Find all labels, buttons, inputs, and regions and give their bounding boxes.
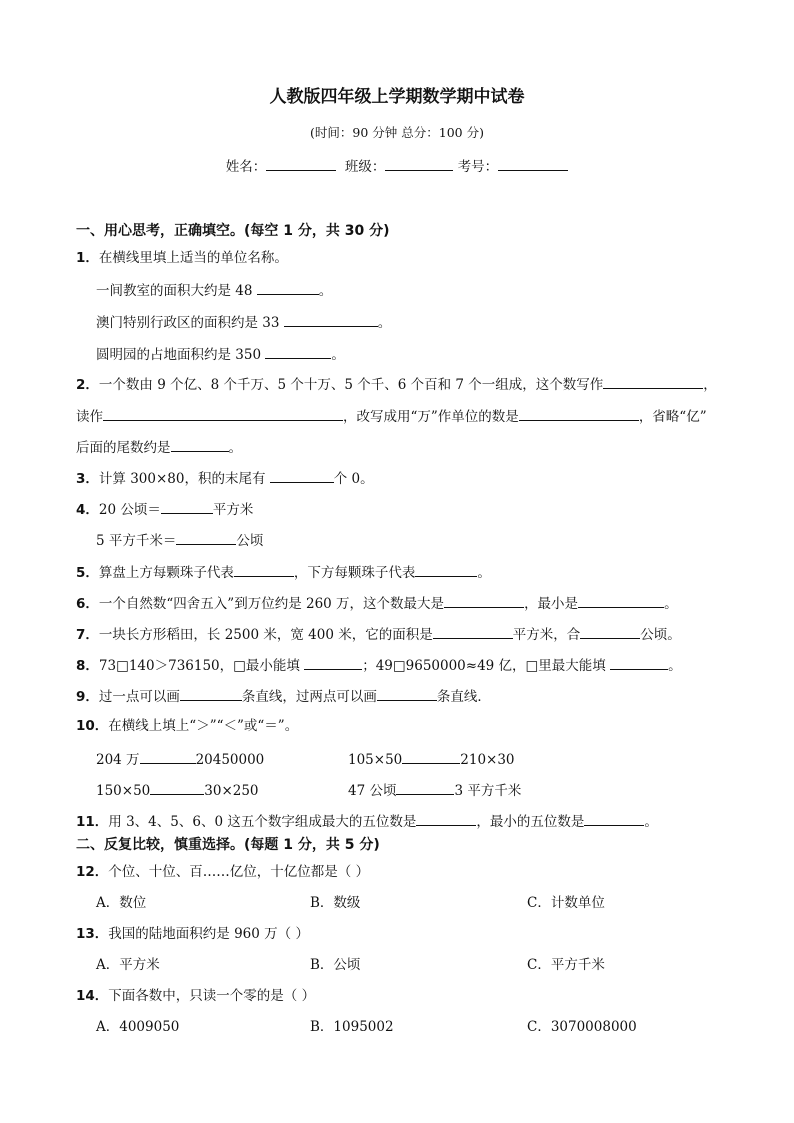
answer-blank[interactable] bbox=[176, 530, 236, 545]
question-text: 一个数由 9 个亿、8 个千万、5 个十万、5 个千、6 个百和 7 个一组成，这个数写作 bbox=[98, 377, 604, 393]
answer-blank[interactable] bbox=[402, 749, 460, 764]
punct: 。 bbox=[664, 596, 678, 612]
question-1 bbox=[76, 249, 288, 267]
answer-blank[interactable] bbox=[234, 562, 294, 577]
question-text: 用 3、4、5、6、0 这五个数字组成最大的五位数是 bbox=[108, 814, 417, 830]
option-c[interactable]: C．平方千米 bbox=[527, 957, 605, 973]
question-4b bbox=[96, 530, 263, 550]
option-a[interactable]: A．数位 bbox=[96, 895, 147, 911]
question-text: 过一点可以画 bbox=[98, 689, 180, 705]
question-number: 8． bbox=[76, 658, 99, 674]
question-number: 1． bbox=[76, 250, 99, 266]
question-number: 11． bbox=[76, 814, 109, 830]
question-number: 2． bbox=[76, 377, 99, 393]
answer-blank[interactable] bbox=[415, 562, 477, 577]
question-text: 算盘上方每颗珠子代表 bbox=[98, 565, 234, 581]
question-number: 5． bbox=[76, 565, 99, 581]
question-number: 6． bbox=[76, 596, 99, 612]
question-text: 平方米，合 bbox=[512, 627, 581, 643]
exam-no-field[interactable] bbox=[498, 156, 568, 171]
answer-blank[interactable] bbox=[519, 406, 639, 421]
question-text: ；49□9650000≈49 亿，□里最大能填 bbox=[362, 658, 611, 674]
question-text: ，省略“亿” bbox=[638, 409, 707, 425]
answer-blank[interactable] bbox=[603, 374, 703, 389]
question-text: 平方米 bbox=[212, 502, 254, 518]
name-field[interactable] bbox=[266, 156, 336, 171]
question-text: 在横线里填上适当的单位名称。 bbox=[98, 250, 288, 266]
section-2-title: 二、反复比较，慎重选择。(每题 1 分，共 5 分) bbox=[76, 837, 380, 853]
answer-blank[interactable] bbox=[171, 437, 229, 452]
question-text: 一个自然数“四舍五入”到万位约是 260 万，这个数最大是 bbox=[98, 596, 445, 612]
class-label: 班级： bbox=[344, 159, 386, 175]
question-number: 3． bbox=[76, 471, 99, 487]
question-number: 14． bbox=[76, 988, 109, 1004]
compare-left: 204 万 bbox=[96, 752, 140, 768]
question-number: 12． bbox=[76, 864, 109, 880]
compare-right: 30×250 bbox=[204, 783, 259, 799]
question-text: 公顷 bbox=[236, 533, 264, 549]
question-text: 在横线上填上“＞”“＜”或“＝”。 bbox=[108, 718, 299, 734]
question-text: ，最小是 bbox=[524, 596, 579, 612]
question-2-line2 bbox=[76, 406, 707, 426]
compare-left: 150×50 bbox=[96, 783, 151, 799]
compare-item bbox=[348, 749, 515, 769]
compare-right: 20450000 bbox=[195, 752, 265, 768]
question-4 bbox=[76, 499, 253, 519]
question-text: 下面各数中，只读一个零的是（ ） bbox=[108, 988, 316, 1004]
answer-blank[interactable] bbox=[580, 624, 640, 639]
question-text: ，改写成用“万”作单位的数是 bbox=[343, 409, 519, 425]
punct: 。 bbox=[477, 565, 491, 581]
question-3 bbox=[76, 468, 374, 488]
option-b[interactable]: B．数级 bbox=[310, 895, 361, 911]
question-text: 20 公顷＝ bbox=[98, 502, 161, 518]
exam-no-label: 考号： bbox=[457, 159, 499, 175]
punct: 。 bbox=[377, 315, 392, 331]
punct: 。 bbox=[228, 440, 242, 456]
compare-left: 47 公顷 bbox=[348, 783, 397, 799]
question-text: ，最小的五位数是 bbox=[476, 814, 585, 830]
answer-blank[interactable] bbox=[444, 593, 524, 608]
class-field[interactable] bbox=[385, 156, 453, 171]
question-text: 计算 300×80，积的末尾有 bbox=[98, 471, 270, 487]
question-11 bbox=[76, 811, 658, 831]
compare-item bbox=[96, 749, 264, 769]
option-a[interactable]: A．平方米 bbox=[96, 957, 160, 973]
option-b[interactable]: B．1095002 bbox=[310, 1019, 394, 1035]
answer-blank[interactable] bbox=[150, 780, 204, 795]
question-2-line3 bbox=[76, 437, 242, 457]
answer-blank[interactable] bbox=[433, 624, 513, 639]
question-number: 10． bbox=[76, 718, 109, 734]
punct: ， bbox=[703, 377, 717, 393]
compare-right: 3 平方千米 bbox=[454, 783, 522, 799]
answer-blank[interactable] bbox=[140, 749, 196, 764]
question-1a bbox=[96, 280, 332, 300]
option-c[interactable]: C．计数单位 bbox=[527, 895, 605, 911]
question-7 bbox=[76, 624, 681, 644]
question-text: 澳门特别行政区的面积约是 33 bbox=[96, 315, 284, 331]
question-9 bbox=[76, 686, 491, 706]
exam-subtitle: (时间：90 分钟 总分：100 分) bbox=[310, 125, 484, 140]
question-5 bbox=[76, 562, 491, 582]
answer-blank[interactable] bbox=[103, 406, 343, 421]
question-text: 后面的尾数约是 bbox=[76, 440, 171, 456]
question-text: 我国的陆地面积约是 960 万（ ） bbox=[108, 926, 309, 942]
option-c[interactable]: C．3070008000 bbox=[527, 1019, 637, 1035]
question-1c bbox=[96, 344, 345, 364]
question-10 bbox=[76, 717, 298, 735]
answer-blank[interactable] bbox=[257, 280, 319, 295]
compare-item bbox=[348, 780, 521, 800]
question-6 bbox=[76, 593, 678, 613]
question-number: 4． bbox=[76, 502, 99, 518]
answer-blank[interactable] bbox=[161, 499, 213, 514]
answer-blank[interactable] bbox=[377, 686, 437, 701]
punct: 。 bbox=[644, 814, 658, 830]
question-1b bbox=[96, 312, 391, 332]
question-number: 7． bbox=[76, 627, 99, 643]
question-text: 读作 bbox=[76, 409, 103, 425]
section-1-title: 一、用心思考，正确填空。(每空 1 分，共 30 分) bbox=[76, 223, 390, 239]
page-title: 人教版四年级上学期数学期中试卷 bbox=[269, 87, 525, 107]
answer-blank[interactable] bbox=[584, 811, 644, 826]
compare-item bbox=[96, 780, 259, 800]
answer-blank[interactable] bbox=[270, 468, 334, 483]
compare-right: 210×30 bbox=[460, 752, 515, 768]
option-b[interactable]: B．公顷 bbox=[310, 957, 361, 973]
question-text: 73□140＞736150，□最小能填 bbox=[98, 658, 305, 674]
question-text: 个 0。 bbox=[333, 471, 374, 487]
name-label: 姓名： bbox=[225, 159, 267, 175]
question-14 bbox=[76, 987, 315, 1005]
question-number: 13． bbox=[76, 926, 109, 942]
question-text: ，下方每颗珠子代表 bbox=[293, 565, 416, 581]
question-text: 一块长方形稻田，长 2500 米，宽 400 米，它的面积是 bbox=[98, 627, 433, 643]
question-2 bbox=[76, 374, 717, 394]
answer-blank[interactable] bbox=[180, 686, 242, 701]
question-text: 条直线． bbox=[436, 689, 491, 705]
punct: 。 bbox=[668, 658, 682, 674]
answer-blank[interactable] bbox=[304, 655, 362, 670]
question-text: 一间教室的面积大约是 48 bbox=[96, 283, 257, 299]
question-number: 9． bbox=[76, 689, 99, 705]
question-text: 条直线，过两点可以画 bbox=[241, 689, 377, 705]
compare-left: 105×50 bbox=[348, 752, 403, 768]
answer-blank[interactable] bbox=[578, 593, 664, 608]
answer-blank[interactable] bbox=[284, 312, 378, 327]
punct: 。 bbox=[318, 283, 333, 299]
question-text: 个位、十位、百……亿位，十亿位都是（ ） bbox=[108, 864, 370, 880]
question-text: 圆明园的占地面积约是 350 bbox=[96, 347, 266, 363]
answer-blank[interactable] bbox=[396, 780, 454, 795]
student-info-row bbox=[0, 156, 794, 176]
answer-blank[interactable] bbox=[416, 811, 476, 826]
question-12 bbox=[76, 863, 369, 881]
punct: 。 bbox=[331, 347, 345, 363]
answer-blank[interactable] bbox=[610, 655, 668, 670]
answer-blank[interactable] bbox=[265, 344, 331, 359]
option-a[interactable]: A．4009050 bbox=[96, 1019, 180, 1035]
question-text: 5 平方千米＝ bbox=[96, 533, 177, 549]
question-13 bbox=[76, 925, 309, 943]
question-text: 公顷。 bbox=[640, 627, 681, 643]
question-8 bbox=[76, 655, 682, 675]
